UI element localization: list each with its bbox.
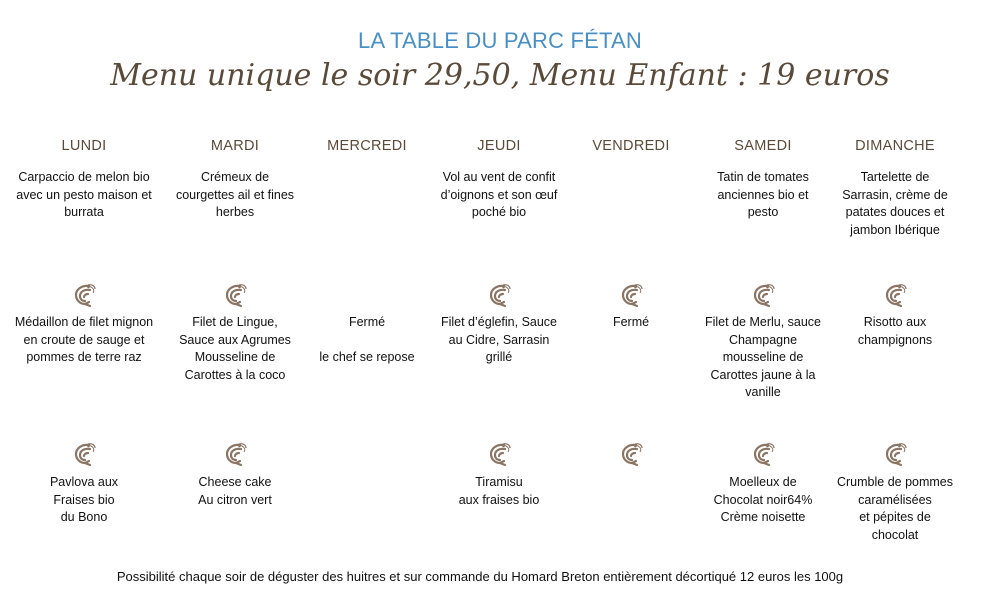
dish-line: Carottes jaune à la [710, 367, 816, 382]
main-dish [693, 314, 833, 402]
dish-line: Tatin de tomates [717, 170, 809, 184]
dish-line: champignons [857, 332, 933, 347]
day-label: JEUDI [477, 138, 521, 154]
dish-line: aux fraises bio [458, 492, 540, 507]
dish-line: Chocolat noir64% [713, 492, 813, 507]
dish-line: au Cidre, Sarrasin [448, 332, 550, 347]
day-column-vendredi [576, 0, 686, 609]
dish-line: avec un pesto maison et [16, 187, 152, 202]
dish-line: pesto [747, 205, 779, 219]
starter-dish [830, 169, 960, 239]
dish-line: Sauce aux Agrumes [179, 332, 291, 347]
dish-line: Carottes à la coco [184, 367, 286, 382]
dish-line: Filet de Lingue, [192, 315, 278, 329]
starter-dish [165, 169, 305, 222]
shrimp-icon [750, 282, 776, 308]
shrimp-icon [486, 441, 512, 467]
shrimp-icon [882, 441, 908, 467]
dish-line: Filet de Merlu, sauce [704, 315, 822, 329]
dish-line [307, 332, 427, 350]
dish-line: Crémeux de [200, 170, 270, 184]
dish-line: Crème noisette [720, 510, 806, 524]
main-dish [429, 314, 569, 367]
dish-line: Crumble de pommes [836, 475, 953, 489]
dish-line: le chef se repose [319, 350, 415, 364]
menu-subtitle: Menu unique le soir 29,50, Menu Enfant : 19 euros [110, 58, 890, 93]
dish-line: Fermé [612, 315, 650, 329]
dish-line: du Bono [60, 510, 108, 524]
day-label: LUNDI [61, 138, 107, 154]
dessert-dish [4, 474, 164, 527]
dish-line: courgettes ail et fines [175, 187, 295, 202]
dish-line: Fermé [348, 315, 386, 329]
day-label: MERCREDI [327, 138, 407, 154]
dish-line: Moelleux de [729, 475, 797, 489]
dish-line: vanille [745, 385, 781, 399]
dish-line: jambon Ibérique [850, 222, 940, 237]
shrimp-icon [750, 441, 776, 467]
dish-line: Sarrasin, crème de [842, 187, 948, 202]
shrimp-icon [882, 282, 908, 308]
day-column-jeudi [429, 0, 569, 609]
dish-line: burrata [64, 205, 104, 219]
main-dish [4, 314, 164, 367]
dish-line: et pépites de [859, 510, 931, 524]
dish-line: Risotto aux [863, 315, 927, 329]
dish-line: poché bio [471, 205, 527, 219]
dish-line: Vol au vent de confit [442, 170, 556, 184]
day-label: MARDI [210, 138, 260, 154]
main-dish [576, 314, 686, 332]
dish-line: herbes [215, 205, 255, 219]
dish-line: anciennes bio et [717, 187, 809, 202]
footer-note: Possibilité chaque soir de déguster des huitres et sur commande du Homard Breton entièrement décortiqué 12 euros les 100g [116, 569, 844, 584]
shrimp-icon [618, 441, 644, 467]
main-dish [165, 314, 305, 384]
dish-line: chocolat [871, 527, 919, 542]
starter-dish [429, 169, 569, 222]
dish-line: d’oignons et son œuf [440, 187, 558, 202]
dish-line: Tartelette de [860, 170, 930, 184]
day-label: DIMANCHE [855, 138, 935, 154]
day-label: VENDREDI [592, 138, 670, 154]
dish-line: Carpaccio de melon bio [18, 170, 150, 184]
main-dish [830, 314, 960, 349]
shrimp-icon [222, 282, 248, 308]
dish-line: Filet d’églefin, Sauce [440, 315, 558, 329]
day-column-lundi [4, 0, 164, 609]
dish-line: mousseline de [722, 350, 804, 364]
day-label: SAMEDI [734, 138, 792, 154]
main-dish [307, 314, 427, 367]
dish-line: Tiramisu [475, 475, 523, 489]
dish-line: Mousseline de [194, 350, 276, 364]
dish-line: patates douces et [845, 205, 945, 219]
dish-line: Champagne [728, 332, 798, 347]
starter-dish [693, 169, 833, 222]
menu-title: LA TABLE DU PARC FÉTAN [358, 28, 642, 53]
day-column-dimanche [830, 0, 960, 609]
dish-line: Fraises bio [53, 492, 115, 507]
starter-dish [4, 169, 164, 222]
dessert-dish [429, 474, 569, 509]
dish-line: Médaillon de filet mignon [14, 315, 154, 329]
shrimp-icon [71, 282, 97, 308]
dessert-dish [830, 474, 960, 544]
shrimp-icon [486, 282, 512, 308]
shrimp-icon [618, 282, 644, 308]
shrimp-icon [71, 441, 97, 467]
dish-line: Cheese cake [198, 475, 272, 489]
day-column-samedi [693, 0, 833, 609]
shrimp-icon [222, 441, 248, 467]
day-column-mercredi [307, 0, 427, 609]
day-column-mardi [165, 0, 305, 609]
dessert-dish [693, 474, 833, 527]
dish-line: Au citron vert [198, 492, 272, 507]
dish-line: en croute de sauge et [23, 332, 145, 347]
dessert-dish [165, 474, 305, 509]
dish-line: pommes de terre raz [26, 350, 142, 364]
dish-line: caramélisées [858, 492, 932, 507]
dish-line: grillé [485, 350, 513, 364]
dish-line: Pavlova aux [49, 475, 119, 489]
